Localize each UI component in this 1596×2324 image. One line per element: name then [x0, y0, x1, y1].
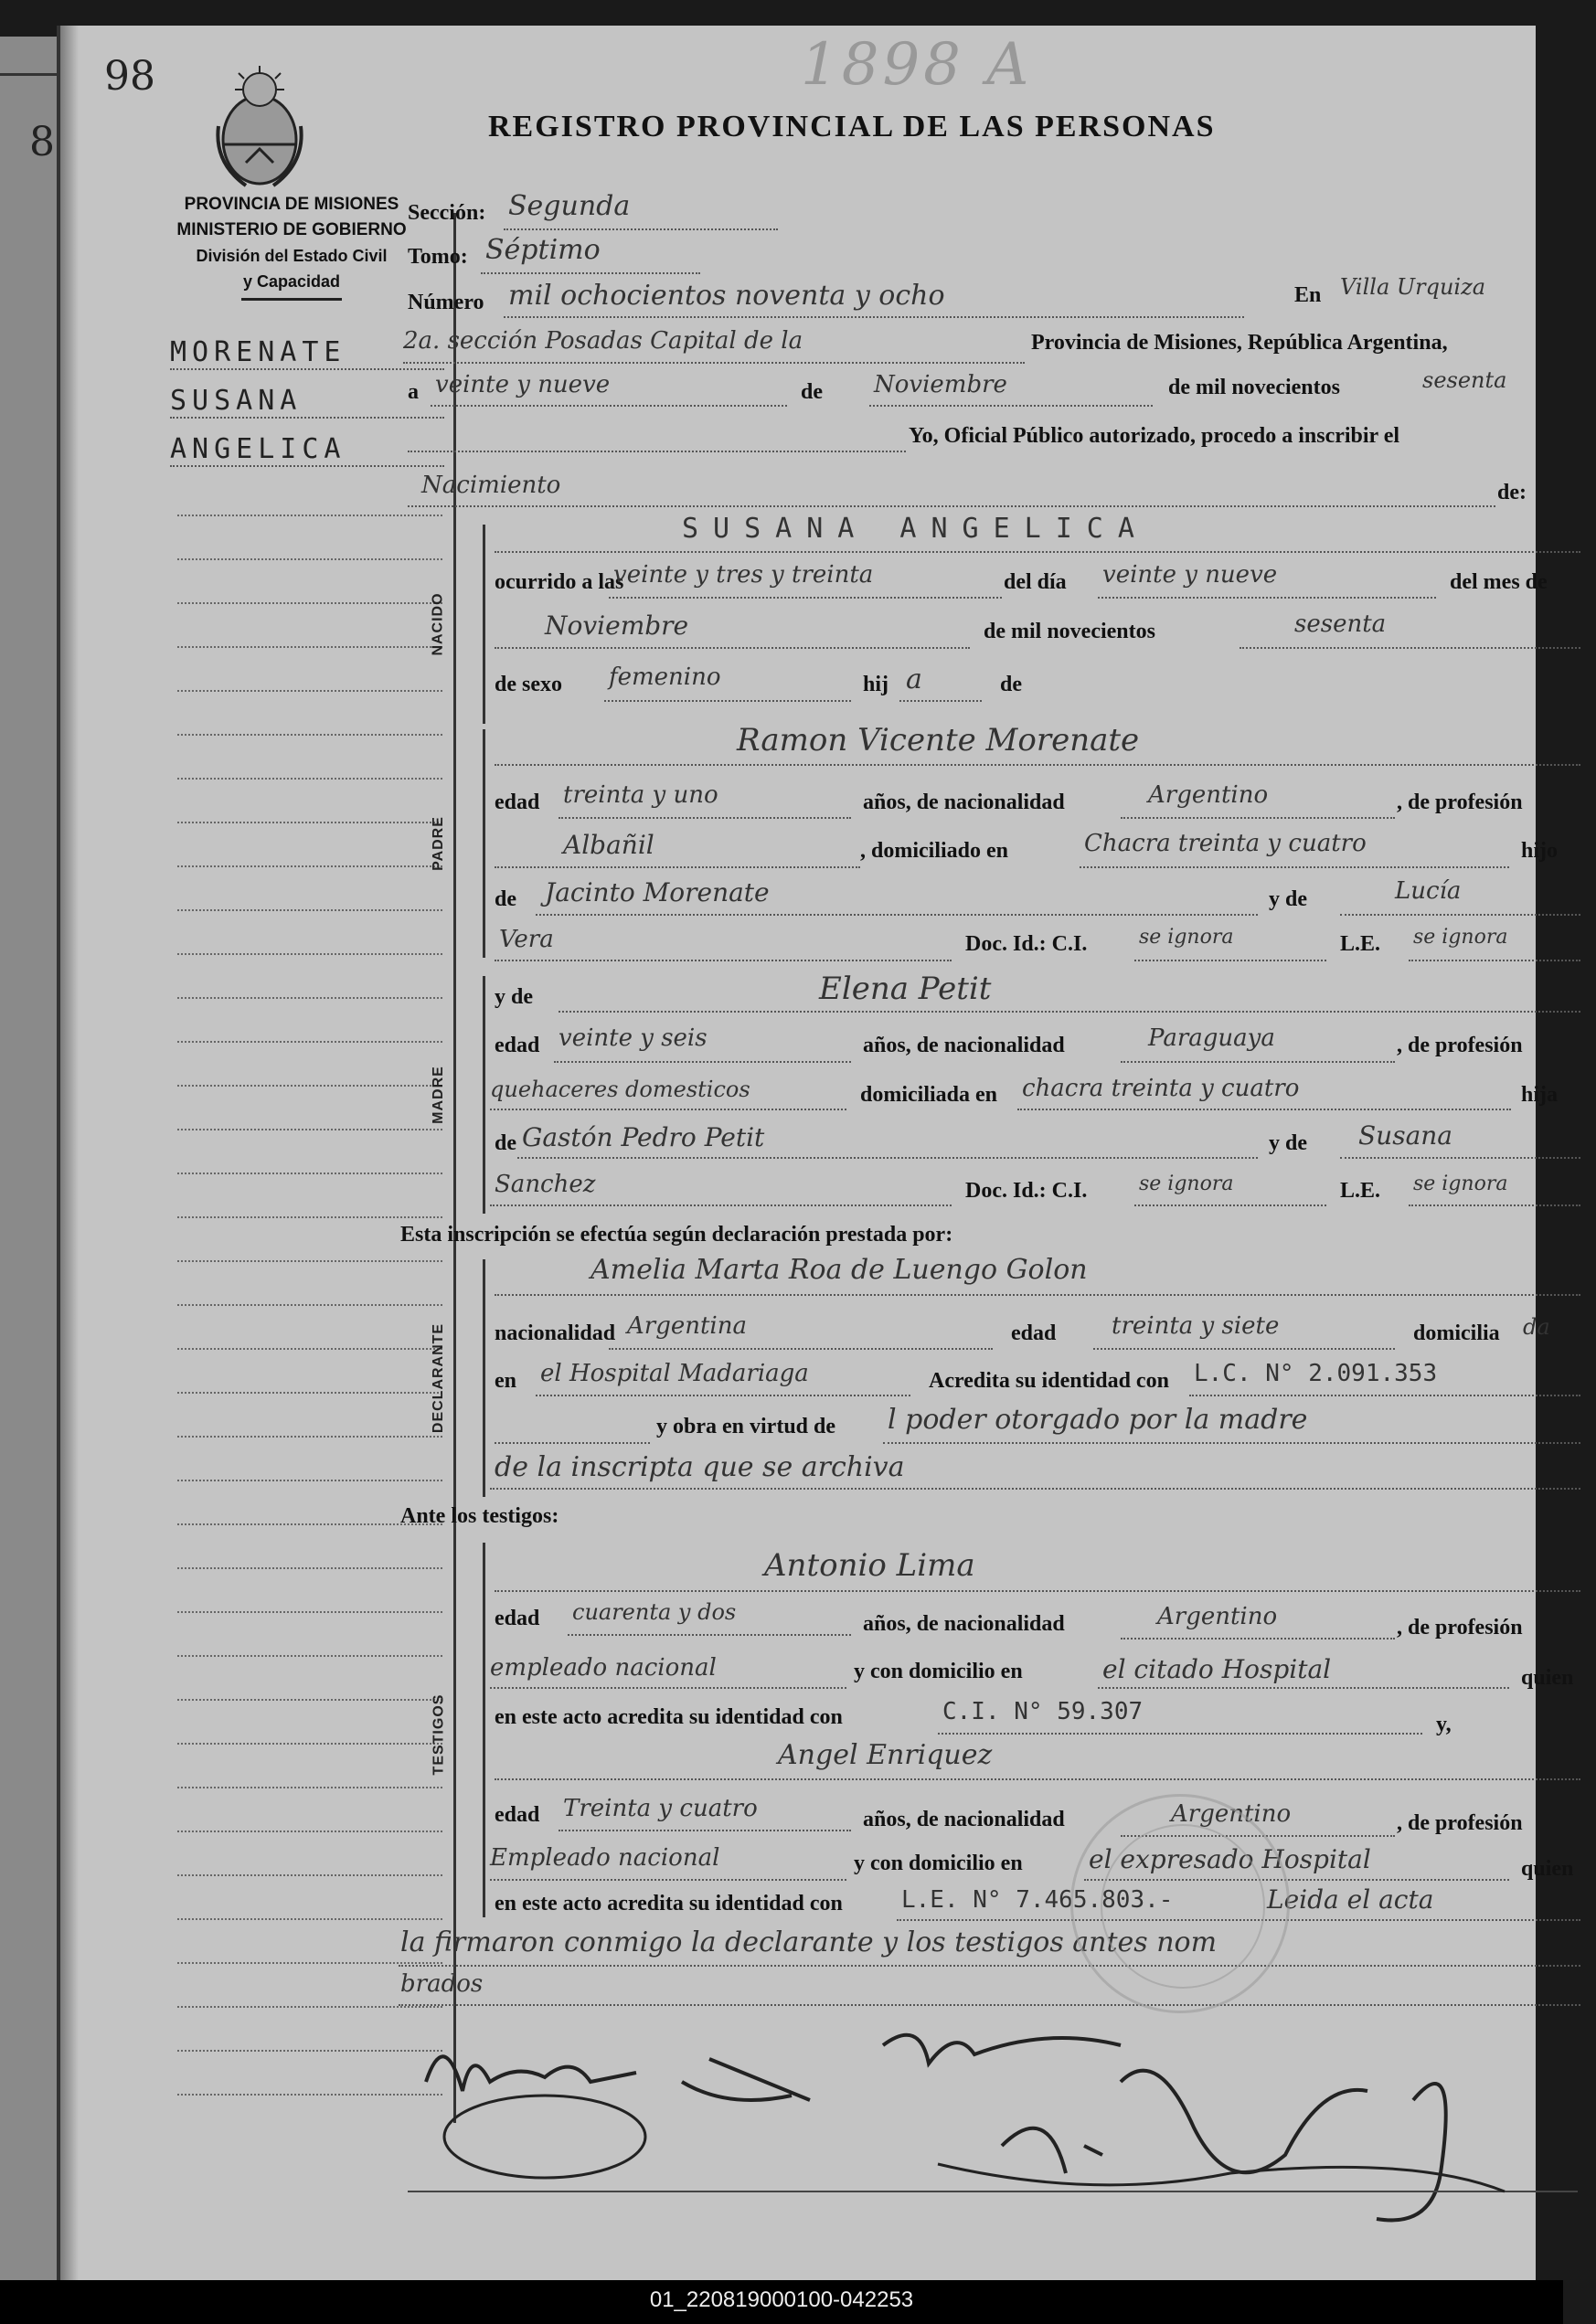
margin-rule [177, 822, 442, 823]
margin-rule [177, 1216, 442, 1218]
madre-le: se ignora [1413, 1173, 1508, 1195]
nacido-nombre: SUSANA ANGELICA [682, 513, 1149, 545]
margin-rule [177, 909, 442, 911]
padre-madre-2: Vera [499, 926, 554, 953]
testigo2-domicilio: el expresado Hospital [1089, 1844, 1371, 1874]
ministry-label: MINISTERIO DE GOBIERNO [176, 220, 407, 239]
declarante-virtud: l poder otorgado por la madre [888, 1404, 1308, 1436]
testigo2-nacionalidad: Argentino [1171, 1800, 1292, 1828]
madre-doc-label: Doc. Id.: C.I. [965, 1179, 1088, 1203]
madre-ci: se ignora [1139, 1173, 1234, 1195]
margin-rule [177, 1392, 442, 1394]
en-value: Villa Urquiza [1340, 274, 1486, 300]
fecha-a-label: a [408, 380, 419, 404]
nacido-side-label: NACIDO [431, 592, 447, 656]
anio-value: sesenta [1294, 610, 1387, 638]
margin-rule [177, 1041, 442, 1043]
oficial-text: Yo, Oficial Público autorizado, procedo a inscribir el [909, 424, 1400, 448]
declarante-edad-label: edad [1011, 1321, 1057, 1345]
page-title: REGISTRO PROVINCIAL DE LAS PERSONAS [488, 110, 1216, 143]
testigo1-nac-label: años, de nacionalidad [863, 1612, 1065, 1636]
testigos-label: Ante los testigos: [400, 1504, 559, 1528]
testigo2-quien-label: quien [1521, 1857, 1574, 1881]
fecha-mes: Noviembre [874, 371, 1007, 398]
margin-rule [177, 1611, 442, 1613]
madre-profesion: quehaceres domesticos [490, 1077, 750, 1102]
margin-rule [177, 1436, 442, 1438]
margin-rule [177, 1173, 442, 1174]
padre-edad: treinta y uno [563, 781, 718, 809]
testigo1-acredita-label: en este acto acredita su identidad con [495, 1705, 843, 1729]
margin-rule [177, 690, 442, 692]
margin-rule [177, 953, 442, 955]
en-label: En [1294, 283, 1322, 307]
dia-label: del día [1004, 570, 1067, 594]
madre-madre-1: Susana [1358, 1120, 1453, 1151]
testigo2-documento: L.E. N° 7.465.803.- [901, 1886, 1174, 1914]
padre-ci: se ignora [1139, 926, 1234, 949]
testigo1-nombre: Antonio Lima [764, 1547, 975, 1584]
margin-first-name: SUSANA [170, 385, 444, 419]
declarante-nac-label: nacionalidad [495, 1321, 616, 1345]
testigo1-edad-label: edad [495, 1607, 540, 1630]
padre-nacionalidad: Argentino [1148, 781, 1269, 809]
madre-nac-label: años, de nacionalidad [863, 1034, 1065, 1057]
stamp-number: 1898 A [801, 31, 1033, 99]
argentine-crest-icon [209, 62, 310, 195]
margin-rule [177, 602, 442, 604]
official-seal-icon [1070, 1794, 1290, 2013]
padre-le-label: L.E. [1340, 932, 1381, 956]
declarante-en-label: en [495, 1369, 516, 1393]
declarante-nacionalidad: Argentina [627, 1312, 747, 1340]
declarante-dom-suffix: da [1523, 1314, 1550, 1340]
novecientos-label: de mil novecientos [1168, 376, 1340, 399]
margin-rule [177, 558, 442, 560]
ocurrido-label: ocurrido a las [495, 570, 624, 594]
madre-padre: Gastón Pedro Petit [522, 1122, 765, 1152]
tomo-label: Tomo: [408, 245, 468, 269]
margin-rule [177, 2006, 442, 2008]
margin-rule [177, 646, 442, 648]
margin-rule [177, 1655, 442, 1657]
declarante-dom-label: domicilia [1413, 1321, 1500, 1345]
padre-profesion: Albañil [563, 830, 654, 860]
seccion-line2: 2a. sección Posadas Capital de la [403, 327, 803, 355]
division-label: División del Estado Civil [196, 247, 388, 265]
padre-edad-label: edad [495, 791, 540, 814]
testigo1-y-label: y, [1436, 1713, 1452, 1736]
folio-number: 98 [104, 53, 155, 100]
dia-value: veinte y nueve [1102, 561, 1278, 589]
madre-prof-label: , de profesión [1397, 1034, 1523, 1057]
seccion-label: Sección: [408, 201, 486, 225]
madre-edad-label: edad [495, 1034, 540, 1057]
declarante-acredita-label: Acredita su identidad con [929, 1369, 1169, 1393]
testigo2-nombre: Angel Enriquez [778, 1739, 993, 1771]
testigo1-quien-label: quien [1521, 1666, 1574, 1690]
testigo1-dom-label: y con domicilio en [854, 1660, 1023, 1683]
register-page [57, 26, 1574, 2283]
margin-rule [177, 2094, 442, 2096]
testigo1-nacionalidad: Argentino [1157, 1603, 1278, 1630]
margin-rule [177, 1962, 442, 1964]
testigo1-documento: C.I. N° 59.307 [942, 1698, 1144, 1725]
declarante-domicilio: el Hospital Madariaga [540, 1360, 809, 1387]
padre-le: se ignora [1413, 926, 1508, 949]
margin-rule [177, 1304, 442, 1306]
capacity-label: y Capacidad [242, 272, 341, 291]
declarante-documento: L.C. N° 2.091.353 [1194, 1360, 1438, 1387]
declarante-nombre: Amelia Marta Roa de Luengo Golon [591, 1254, 1088, 1286]
testigo1-edad: cuarenta y dos [572, 1599, 737, 1625]
testigo1-profesion: empleado nacional [490, 1654, 717, 1682]
padre-nac-label: años, de nacionalidad [863, 791, 1065, 814]
testigo2-prof-label: , de profesión [1397, 1811, 1523, 1835]
madre-le-label: L.E. [1340, 1179, 1381, 1203]
madre-yde-label: y de [495, 985, 533, 1009]
madre-side-label: MADRE [431, 1066, 447, 1124]
margin-rule [177, 1874, 442, 1876]
testigo2-dom-label: y con domicilio en [854, 1852, 1023, 1875]
margin-rule [177, 778, 442, 780]
padre-madre-1: Lucía [1395, 877, 1462, 905]
margin-rule [177, 1743, 442, 1745]
margin-rule [177, 1480, 442, 1481]
sexo-value: femenino [609, 663, 721, 691]
margin-rule [177, 1567, 442, 1569]
declarante-virtud2: de la inscripta que se archiva [495, 1451, 905, 1483]
acto-de-label: de: [1497, 481, 1527, 504]
padre-dom-label: , domiciliado en [860, 839, 1009, 863]
hora-value: veinte y tres y treinta [613, 561, 874, 589]
testigo2-acredita-label: en este acto acredita su identidad con [495, 1892, 843, 1915]
hij-de-label: de [1000, 673, 1022, 696]
padre-doc-label: Doc. Id.: C.I. [965, 932, 1088, 956]
mes-label: del mes de [1450, 570, 1548, 594]
margin-middle-name: ANGELICA [170, 433, 444, 467]
margin-rule [177, 1918, 442, 1920]
mes-value: Noviembre [545, 610, 689, 641]
margin-rule [177, 1831, 442, 1832]
signatures-icon [408, 1990, 1596, 2246]
hij-label: hij [863, 673, 889, 696]
fecha-anio: sesenta [1422, 367, 1507, 393]
province-label: PROVINCIA DE MISIONES [184, 195, 399, 214]
tomo-value: Séptimo [485, 234, 601, 266]
margin-rule [177, 1787, 442, 1788]
padre-prof-label: , de profesión [1397, 791, 1523, 814]
sexo-label: de sexo [495, 673, 562, 696]
margin-rule [177, 1699, 442, 1701]
margin-rule [177, 997, 442, 999]
back-page-folio: 8 [29, 119, 55, 165]
madre-nacionalidad: Paraguaya [1148, 1024, 1275, 1052]
provincia-text: Provincia de Misiones, República Argentina, [1031, 331, 1448, 355]
testigo2-edad: Treinta y cuatro [563, 1795, 758, 1822]
margin-rule [177, 1348, 442, 1350]
fecha-de-label: de [801, 380, 823, 404]
testigo1-domicilio: el citado Hospital [1102, 1654, 1332, 1684]
testigos-side-label: TESTIGOS [431, 1693, 446, 1776]
cierre-line2: brados [400, 1970, 484, 1998]
margin-rule [177, 734, 442, 736]
madre-edad: veinte y seis [559, 1024, 708, 1052]
novecientos2-label: de mil novecientos [984, 620, 1155, 643]
margin-rule [177, 1260, 442, 1262]
padre-nombre: Ramon Vicente Morenate [737, 722, 1140, 759]
seccion-value: Segunda [508, 190, 631, 222]
image-id: 01_220819000100-042253 [649, 2287, 914, 2312]
padre-yde-label: y de [1269, 887, 1307, 911]
madre-yde2-label: y de [1269, 1131, 1307, 1155]
madre-dom-label: domiciliada en [860, 1083, 998, 1107]
margin-rule [177, 1085, 442, 1087]
testigo2-leida: Leida el acta [1267, 1884, 1434, 1915]
testigo2-nac-label: años, de nacionalidad [863, 1808, 1065, 1831]
padre-side-label: PADRE [431, 816, 447, 871]
madre-nombre: Elena Petit [819, 971, 992, 1007]
acto-value: Nacimiento [421, 472, 561, 499]
testigo2-profesion: Empleado nacional [490, 1844, 720, 1872]
padre-de-label: de [495, 887, 516, 911]
testigo1-prof-label: , de profesión [1397, 1616, 1523, 1640]
hij-suffix: a [906, 663, 922, 695]
fecha-dia: veinte y nueve [435, 371, 611, 398]
declarante-edad: treinta y siete [1112, 1312, 1280, 1340]
margin-rule [177, 1129, 442, 1130]
margin-surname: MORENATE [170, 336, 444, 370]
margin-rule [177, 2050, 442, 2052]
padre-padre: Jacinto Morenate [545, 877, 770, 907]
madre-hija-label: hija [1521, 1083, 1559, 1107]
numero-value: mil ochocientos noventa y ocho [508, 280, 945, 312]
margin-rule [177, 865, 442, 867]
declarante-obra-label: y obra en virtud de [656, 1415, 836, 1438]
madre-domicilio: chacra treinta y cuatro [1022, 1075, 1300, 1102]
testigo2-edad-label: edad [495, 1803, 540, 1827]
padre-domicilio: Chacra treinta y cuatro [1084, 830, 1367, 857]
declaracion-text: Esta inscripción se efectúa según declaración prestada por: [400, 1223, 953, 1247]
numero-label: Número [408, 291, 484, 314]
padre-hijo-label: hijo [1521, 839, 1559, 863]
image-id-bar [0, 2280, 1563, 2324]
cierre-line1: la firmaron conmigo la declarante y los testigos antes nom [400, 1926, 1218, 1958]
madre-de-label: de [495, 1131, 516, 1155]
declarante-side-label: DECLARANTE [431, 1322, 446, 1434]
madre-madre-2: Sanchez [495, 1171, 596, 1198]
margin-rule [177, 515, 442, 516]
